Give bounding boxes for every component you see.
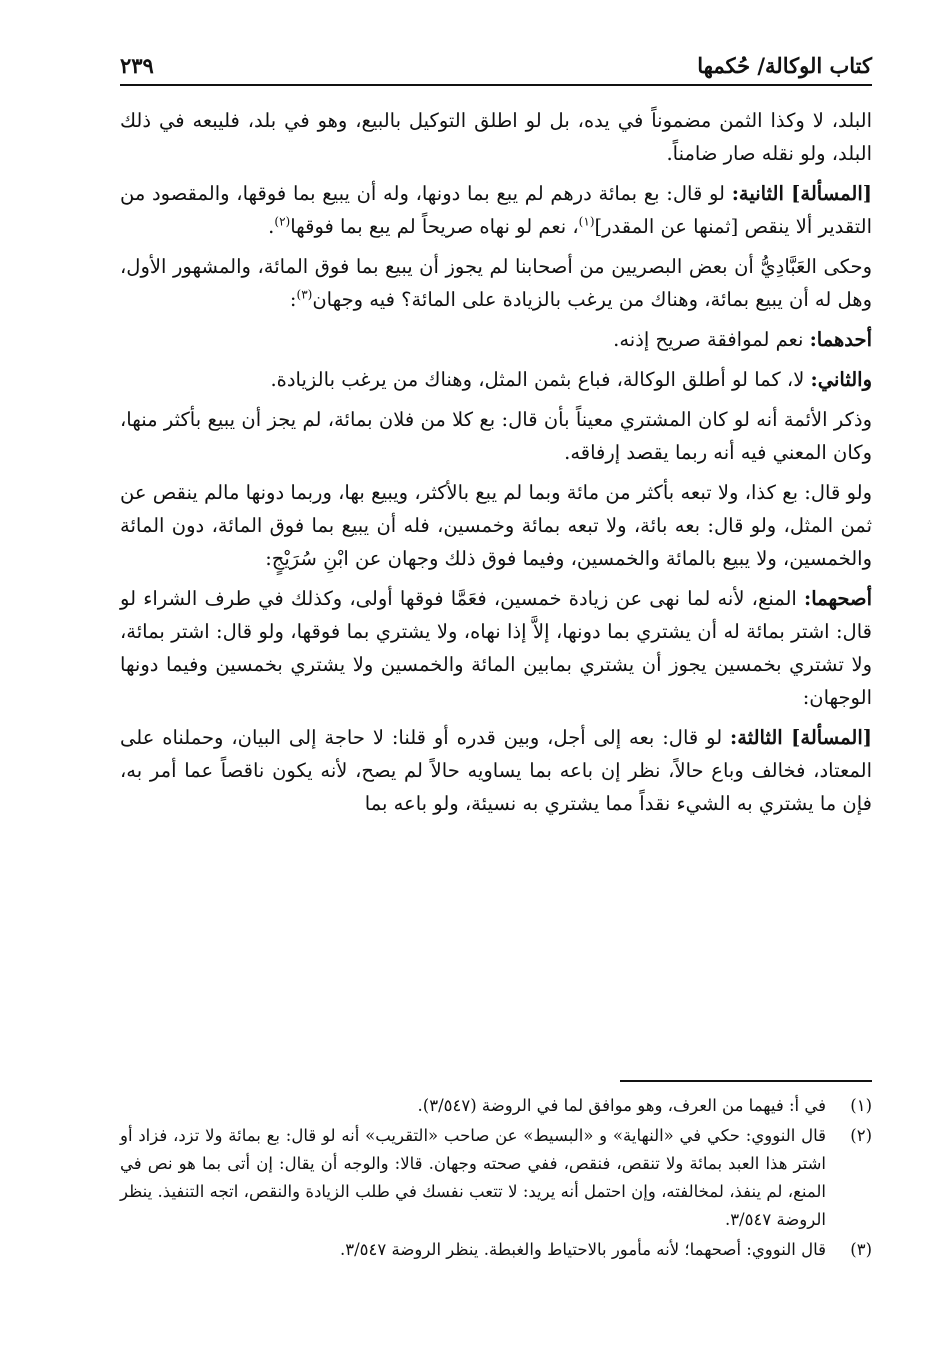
paragraph: أحدهما: نعم لموافقة صريح إذنه.: [613, 328, 872, 351]
paragraph-heading: [المسألة] الثانية:: [731, 182, 872, 205]
running-title: كتاب الوكالة/ حُكمها: [697, 53, 872, 78]
footnote-ref: (٣): [296, 287, 313, 302]
footnote-number: (٢): [850, 1126, 872, 1145]
paragraph: والثاني: لا، كما لو أطلق الوكالة، فباع بثمن المثل، وهناك من يرغب بالزيادة.: [270, 368, 872, 391]
main-text: [120, 104, 872, 827]
footnote-number: (٣): [850, 1240, 872, 1259]
paragraph: وذكر الأئمة أنه لو كان المشتري معيناً بأن قال: بع كلا من فلان بمائة، لم يجز أن يبيع بأكثر منها، وكان المعني فيه أنه ربما يقصد إرفاقه.: [120, 408, 872, 464]
paragraph: ولو قال: بع كذا، ولا تبعه بأكثر من مائة وبما لم يبع بالأكثر، ويبيع بها، وربما دونها مالم ينقص عن ثمن المثل، ولو قال: بعه بائة، ولا تبعه بمائة وخمسين، فله أن يبيع بما فوق المائة، دون المائة والخمسين، ولا يبيع بالمائة والخمسين، وفيما فوق ذلك وجهان عن ابْنِ سُرَيْجٍ:: [120, 481, 872, 570]
footnote-ref: (٢): [274, 214, 291, 229]
footnote: [120, 1236, 872, 1264]
paragraph-heading: والثاني:: [810, 368, 872, 391]
paragraph-heading: [المسألة] الثالثة:: [730, 726, 872, 749]
page-number: ٢٣٩: [120, 53, 154, 78]
footnotes: [120, 1092, 872, 1266]
footnote-number: (١): [850, 1096, 872, 1115]
paragraph-heading: أحدهما:: [809, 328, 872, 351]
footnote: [120, 1092, 872, 1120]
paragraph-heading: أصحهما:: [804, 587, 872, 610]
page-header: [120, 38, 872, 78]
paragraph: البلد، لا وكذا الثمن مضموناً في يده، بل لو اطلق التوكيل بالبيع، وهو في بلد، فليبعه في ذلك البلد، ولو نقله صار ضامناً.: [120, 109, 872, 165]
paragraph: وحكى العَبَّادِيُّ أن بعض البصريين من أصحابنا لم يجوز أن يبيع بما فوق المائة، والمشهور الأول، وهل له أن يبيع بمائة، وهناك من يرغب بالزيادة على المائة؟ فيه وجهان$^{(٣)}$:: [120, 255, 872, 311]
paragraph: [المسألة] الثالثة: لو قال: بعه إلى أجل، وبين قدره أو قلنا: لا حاجة إلى البيان، وحملناه على المعتاد، فخالف وباع حالاً، نظر إن باعه بما يساويه حالاً لم يصح، لأنه يكون ناقصاً عما أمر به، فإن ما يشتري به الشيء نقداً مما يشتري به نسيئة، ولو باعه بما: [120, 726, 872, 815]
footnote-rule: [620, 1080, 872, 1082]
footnote-ref: (١): [578, 214, 595, 229]
footnote: [120, 1122, 872, 1234]
paragraph: [المسألة] الثانية: لو قال: بع بمائة درهم لم يبع بما دونها، وله أن يبيع بما فوقها، والمقصود من التقدير ألا ينقص [ثمنها عن المقدر]$^{(١)}$، نعم لو نهاه صريحاً لم يبع بما فوقها$^{(٢)}$.: [120, 182, 872, 238]
header-rule: [120, 84, 872, 86]
footnote-text: في أ: فيهما من العرف، وهو موافق لما في الروضة (٣/٥٤٧).: [417, 1096, 826, 1115]
footnote-text: قال النووي: حكي في «النهاية» و «البسيط» عن صاحب «التقريب» أنه لو قال: بع بمائة ولا تزد، فزاد أو اشتر هذا العبد بمائة ولا تنقص، فنقص، ففي صحته وجهان. قالا: والوجه أن يقال: إن أتى بما هو نص في المنع، لم ينفذ، لمخالفته، وإن احتمل أنه يريد: لا تتعب نفسك في طلب الزيادة والنقص، اتجه التنفيذ. ينظر الروضة ٣/٥٤٧.: [120, 1126, 826, 1229]
paragraph: أصحهما: المنع، لأنه لما نهى عن زيادة خمسين، فعَمَّا فوقها أولى، وكذلك في طرف الشراء لو قال: اشتر بمائة له أن يشتري بما دونها، إلاَّ إذا نهاه، ولا يشتري بما فوقها، ولو قال: اشتر بمائة، ولا تشتري بخمسين يجوز أن يشتري بمابين المائة والخمسين ولا يشتري بخمسين وفيما دونها الوجهان:: [120, 587, 872, 709]
footnote-text: قال النووي: أصحهما؛ لأنه مأمور بالاحتياط والغبطة. ينظر الروضة ٣/٥٤٧.: [339, 1240, 826, 1259]
